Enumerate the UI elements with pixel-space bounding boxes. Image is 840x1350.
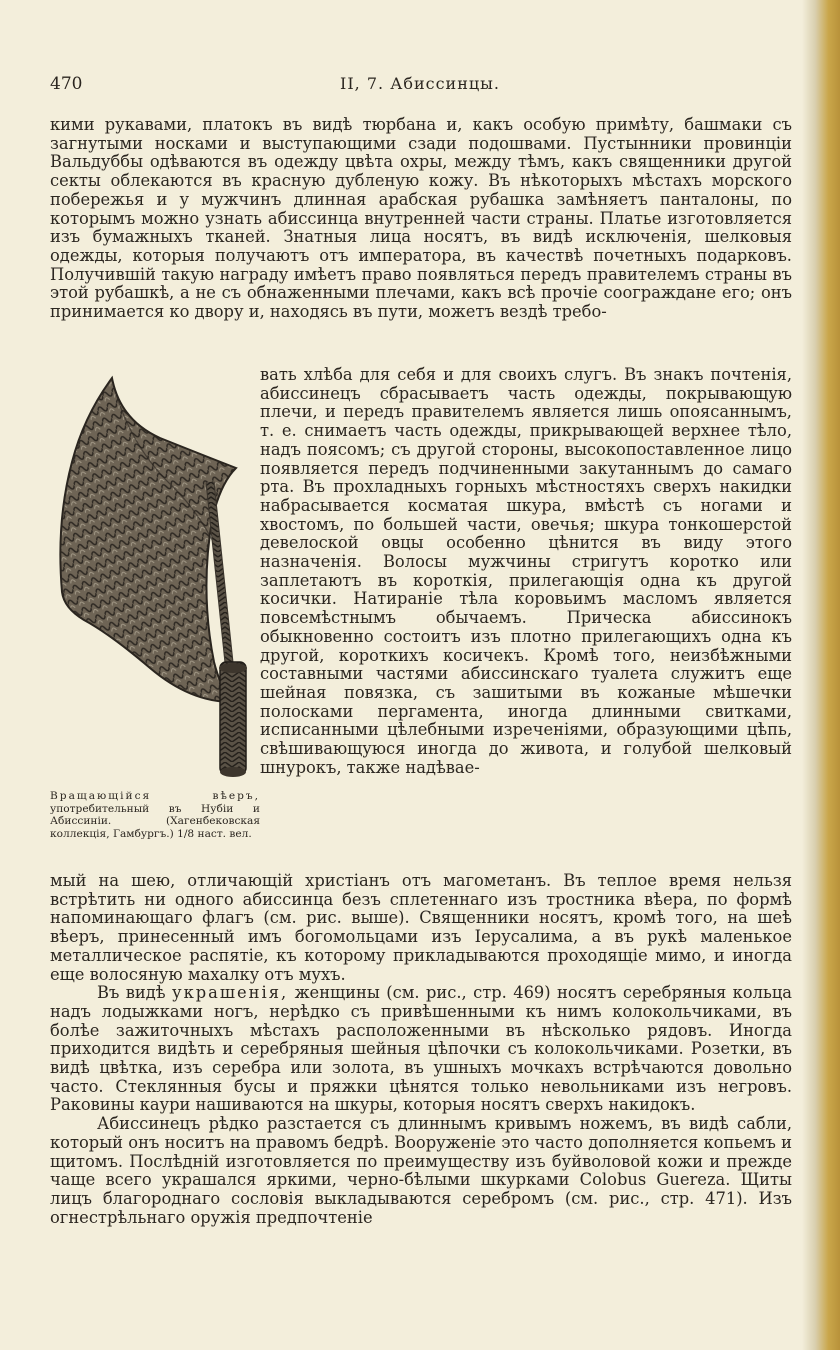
paragraph: кими рукавами, платокъ въ видѣ тюрбана и, какъ особую примѣту, башмаки съ загнутыми носками и выступающими сзади подошвами. Пустынники провинціи Вальдуббы одѣваются въ одежду цвѣта охры, между тѣмъ, какъ священники другой секты облекаются въ красную дубленую кожу. Въ нѣкоторыхъ мѣстахъ морского побережья и у мужчинъ длинная арабская рубашка замѣняетъ панталоны, по которымъ можно узнать абиссинца внутренней части страны. Платье изготовляется изъ бумажныхъ тканей. Знатныя лица носятъ, въ видѣ исключенія, шелковыя одежды, которыя получаютъ отъ императора, въ качествѣ почетныхъ подарковъ. Получившій такую награду имѣетъ право появляться передъ правителемъ страны въ этой рубашкѣ, а не съ обнаженными плечами, какъ всѣ прочіе соограждане его; онъ принимается ко двору и, находясь въ пути, можетъ вездѣ требо-: [50, 115, 792, 322]
spaced-keyword: украшенія,: [172, 983, 289, 1003]
figure-caption: [50, 790, 260, 840]
text-block-bottom: [50, 872, 792, 1227]
paragraph-lead: Въ видѣ: [97, 983, 166, 1003]
page-number: 470: [50, 74, 83, 94]
paragraph-rest: женщины (см. рис., стр. 469) носятъ серебряныя кольца надъ лодыжками ногъ, нерѣдко съ привѣшенными къ нимъ колокольчиками, въ болѣе зажиточныхъ мѣстахъ расположенными въ нѣсколько рядовъ. Иногда приходится видѣть и серебряныя шейныя цѣпочки съ колокольчиками. Розетки, въ видѣ цвѣтка, изъ серебра или золота, въ ушныхъ мочкахъ встрѣчаются довольно часто. Стеклянныя бусы и пряжки цѣнятся только невольниками изъ негровъ. Раковины каури нашиваются на шкуры, которыя носятъ сверхъ накидокъ.: [50, 983, 792, 1115]
page-edge-shadow: [802, 0, 840, 1350]
paragraph-weapons: Абиссинецъ рѣдко разстается съ длиннымъ кривымъ ножемъ, въ видѣ сабли, который онъ носитъ на правомъ бедрѣ. Вооруженіе это часто дополняется копьемъ и щитомъ. Послѣдній изготовляется по преимуществу изъ буйволовой кожи и прежде чаще всего украшался яркими, черно-бѣлыми шкурками Colobus Guereza. Щиты лицъ благороднаго сословія выкладываются серебромъ (см. рис., стр. 471). Изъ огнестрѣльнаго оружія предпочтеніе: [50, 1114, 792, 1227]
running-head: II, 7. Абиссинцы.: [340, 74, 500, 93]
paragraph-ornaments: [50, 984, 792, 1115]
paragraph: вать хлѣба для себя и для своихъ слугъ. Въ знакъ почтенія, абиссинецъ сбрасываетъ часть одежды, покрывающую плечи, и передъ правителемъ является лишь опоясаннымъ, т. е. снимаетъ часть одежды, прикрывающей верхнее тѣло, надъ поясомъ; съ другой стороны, высокопоставленное лицо появляется передъ подчиненными закутаннымъ до самаго рта. Въ прохладныхъ горныхъ мѣстностяхъ сверхъ накидки набрасывается косматая шкура, вмѣстѣ съ ногами и хвостомъ, по большей части, овечья; шкура тонкошерстой девелоской овцы особенно цѣнится въ виду этого назначенія. Волосы мужчины стригутъ коротко или заплетаютъ въ короткія, прилегающія одна къ другой косички. Натираніе тѣла коровьимъ масломъ является повсемѣстнымъ обычаемъ. Прическа абиссинокъ обыкновенно состоитъ изъ плотно прилегающихъ одна къ другой, короткихъ косичекъ. Кромѣ того, неизбѣжными составными частями абиссинскаго туалета служитъ еще шейная повязка, съ зашитыми въ кожаные мѣшечки полосками пергамента, иногда длинными свитками, исписанными цѣлебными изреченіями, образующими цѣпь, свѣшивающуюся иногда до живота, и голубой шелковый шнурокъ, также надѣвае-: [260, 365, 792, 777]
page-header: [50, 74, 790, 98]
fan-figure: [50, 372, 250, 782]
caption-text: употребительный въ Нубіи и Абиссиніи. (Хагенбековская коллекція, Гамбургъ.) 1/8 наст. вел.: [50, 802, 260, 840]
paragraph: мый на шею, отличающій христіанъ отъ магометанъ. Въ теплое время нельзя встрѣтить ни одного абиссинца безъ сплетеннаго изъ тростника вѣера, по формѣ напоминающаго флагъ (см. рис. выше). Священники носятъ, кромѣ того, на шеѣ вѣеръ, принесенный имъ богомольцами изъ Іерусалима, а въ рукѣ маленькое металлическое распятіе, къ которому прикладываются проходящіе мимо, и иногда еще волосяную махалку отъ мухъ.: [50, 871, 792, 984]
text-block-top: [50, 116, 792, 322]
caption-title: Вращающійся вѣеръ,: [50, 790, 260, 802]
woven-fan-icon: [50, 372, 250, 782]
text-block-beside-figure: [260, 366, 792, 777]
